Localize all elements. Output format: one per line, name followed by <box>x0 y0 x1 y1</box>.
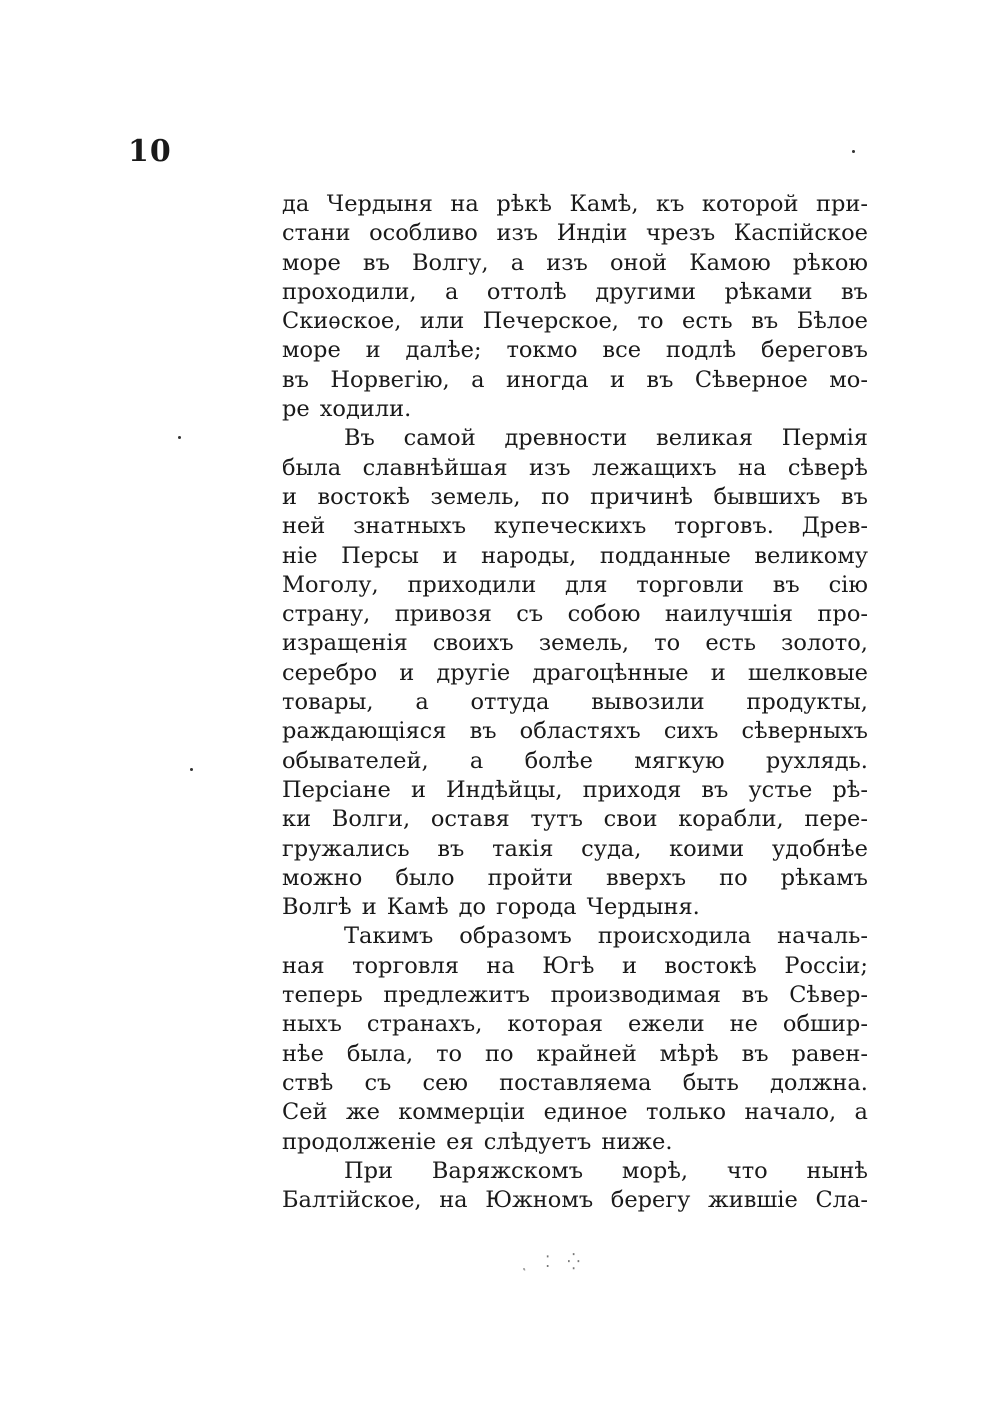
text-line <box>282 1128 868 1157</box>
word: происходила <box>597 923 752 950</box>
word: особливо <box>369 220 478 247</box>
text-line <box>282 629 868 658</box>
word: Югѣ <box>542 952 595 979</box>
word: и <box>410 776 426 803</box>
text-line <box>282 776 868 805</box>
word: была, <box>346 1040 414 1067</box>
word: болѣе <box>524 747 593 774</box>
word: изъ <box>496 220 539 247</box>
word: или <box>419 308 465 335</box>
word: только <box>645 1099 727 1126</box>
word: до <box>458 894 487 921</box>
word: въ <box>751 308 779 335</box>
text-line <box>282 424 868 453</box>
word: рѣкою <box>792 249 868 276</box>
word: проходили, <box>282 278 417 305</box>
word: по <box>541 483 570 510</box>
word: другіе <box>436 659 511 686</box>
word: знатныхъ <box>353 513 467 540</box>
word: на <box>486 952 515 979</box>
print-speck <box>852 150 855 153</box>
word: Пермія <box>781 425 868 452</box>
word: иногда <box>505 366 589 393</box>
text-line <box>282 249 868 278</box>
word: по <box>719 864 748 891</box>
word: Персіане <box>282 776 391 803</box>
text-line <box>282 571 868 600</box>
word: въ <box>282 366 309 393</box>
word: оттолѣ <box>486 278 567 305</box>
word: при- <box>816 191 868 217</box>
word: то <box>637 308 664 335</box>
word: ная <box>282 952 325 979</box>
word: Камѣ <box>386 894 449 921</box>
word: Скиѳское, <box>282 308 402 335</box>
word: нынѣ <box>806 1157 868 1184</box>
word: торговля <box>352 952 459 979</box>
word: земель, <box>538 630 629 657</box>
word: нѣе <box>282 1040 324 1067</box>
word: Чердыня. <box>586 894 700 921</box>
word: есть <box>682 308 733 335</box>
word: море <box>282 249 341 276</box>
page-number: 10 <box>128 134 172 169</box>
word: изращенія <box>282 630 408 657</box>
word: Балтійское, <box>282 1187 422 1214</box>
word: началь- <box>777 923 868 950</box>
word: въ <box>741 1040 769 1067</box>
word: жившіе <box>708 1187 798 1214</box>
body-text <box>282 190 868 1215</box>
word: подлѣ <box>665 337 737 364</box>
word: обывателей, <box>282 747 429 774</box>
word: берегу <box>610 1187 691 1214</box>
word: да <box>282 191 310 217</box>
word: областяхъ <box>519 718 641 745</box>
word: востокѣ <box>664 952 757 979</box>
word: Персы <box>341 542 419 569</box>
word: рѣками <box>724 278 813 305</box>
text-line <box>282 659 868 688</box>
text-line <box>282 1157 868 1186</box>
word: драгоцѣнные <box>532 659 689 686</box>
text-line <box>282 278 868 307</box>
text-line <box>282 307 868 336</box>
word: оной <box>609 249 668 276</box>
text-line <box>282 483 868 512</box>
word: а <box>471 366 485 393</box>
word: которой <box>701 191 799 217</box>
text-line <box>282 952 868 981</box>
word: изъ <box>546 249 588 276</box>
word: раждающіяся <box>282 718 447 745</box>
word: великая <box>656 425 753 452</box>
word: съ <box>516 601 544 628</box>
word: серебро <box>282 659 378 686</box>
text-line <box>282 395 868 424</box>
word: быть <box>682 1069 739 1096</box>
word: Въ <box>344 425 375 452</box>
word: рѣ- <box>832 776 868 803</box>
word: Камою <box>689 249 771 276</box>
word: Чердыня <box>326 191 433 217</box>
word: сѣверѣ <box>787 454 868 481</box>
word: а <box>469 747 484 774</box>
word: торговли <box>636 571 744 598</box>
word: Индѣйцы, <box>446 776 563 803</box>
word: Южномъ <box>485 1187 594 1214</box>
word: ніе <box>282 542 318 569</box>
word: ней <box>282 513 326 540</box>
word: море <box>282 337 341 364</box>
word: Россіи; <box>784 952 868 979</box>
text-line <box>282 219 868 248</box>
word: по <box>485 1040 514 1067</box>
word: Каспійское <box>733 220 868 247</box>
word: приходили <box>407 571 537 598</box>
text-line <box>282 1010 868 1039</box>
word: Сѣверное <box>694 366 808 393</box>
text-line <box>282 981 868 1010</box>
word: пере- <box>804 806 868 833</box>
print-speck <box>178 436 181 439</box>
word: которая <box>507 1011 603 1038</box>
word: славнѣйшая <box>362 454 508 481</box>
word: а <box>415 689 429 716</box>
word: Такимъ <box>344 923 434 950</box>
word: наилучшія <box>664 601 793 628</box>
word: теперь <box>282 982 363 1009</box>
text-line <box>282 893 868 922</box>
word: а <box>854 1099 868 1126</box>
word: на <box>738 454 767 481</box>
word: было <box>395 864 455 891</box>
word: на <box>450 191 479 217</box>
word: мо- <box>829 366 868 393</box>
word: ежели <box>627 1011 705 1038</box>
text-line <box>282 542 868 571</box>
text-line <box>282 747 868 776</box>
word: въ <box>772 571 800 598</box>
word: пройти <box>487 864 574 891</box>
word: Сей <box>282 1099 328 1126</box>
word: въ <box>841 483 868 510</box>
word: стани <box>282 220 351 247</box>
word: гружались <box>282 835 410 862</box>
word: и <box>399 659 415 686</box>
word: торговъ. <box>674 513 774 540</box>
word: Варяжскомъ <box>431 1157 584 1184</box>
word: рухлядь. <box>765 747 868 774</box>
word: другими <box>595 278 697 305</box>
word: предлежитъ <box>383 982 530 1009</box>
text-line <box>282 454 868 483</box>
word: странахъ, <box>366 1011 483 1038</box>
text-line <box>282 190 868 219</box>
word: причинѣ <box>590 483 693 510</box>
word: оттуда <box>470 689 550 716</box>
word: что <box>726 1157 768 1184</box>
text-line <box>282 864 868 893</box>
word: про- <box>817 601 868 628</box>
word: въ <box>646 366 674 393</box>
word: шелковые <box>747 659 868 686</box>
word: и <box>442 542 458 569</box>
word: вверхъ <box>606 864 687 891</box>
word: такія <box>492 835 554 862</box>
word: сихъ <box>663 718 719 745</box>
word: коими <box>669 835 745 862</box>
word: въ <box>469 718 497 745</box>
word: тутъ <box>530 806 583 833</box>
text-line <box>282 835 868 864</box>
word: Волгѣ <box>282 894 352 921</box>
word: Волгу, <box>412 249 489 276</box>
word: въ <box>362 249 390 276</box>
word: Бѣлое <box>796 308 868 335</box>
word: была <box>282 454 342 481</box>
word: золото, <box>781 630 868 657</box>
text-line <box>282 1186 868 1215</box>
word: въ <box>841 278 868 305</box>
word: обшир- <box>782 1011 868 1038</box>
word: сѣверныхъ <box>741 718 868 745</box>
word: далѣе; <box>405 337 482 364</box>
word: есть <box>705 630 756 657</box>
word: къ <box>656 191 685 217</box>
word: устье <box>748 776 813 803</box>
text-line <box>282 366 868 395</box>
word: Печерское, <box>482 308 619 335</box>
word: подданные <box>599 542 731 569</box>
word: а <box>444 278 459 305</box>
word: собою <box>567 601 641 628</box>
word: Индіи <box>556 220 628 247</box>
word: токмо <box>506 337 578 364</box>
word: равен- <box>791 1040 868 1067</box>
word: ки <box>282 806 312 833</box>
word: поставляема <box>499 1069 652 1096</box>
word: города <box>496 894 577 921</box>
word: и <box>282 483 297 510</box>
word: товары, <box>282 689 374 716</box>
text-line <box>282 600 868 629</box>
word: народы, <box>481 542 577 569</box>
word: Норвегію, <box>330 366 450 393</box>
text-line <box>282 336 868 365</box>
word: страну, <box>282 601 371 628</box>
word: своихъ <box>432 630 514 657</box>
word: мѣрѣ <box>659 1040 719 1067</box>
word: древности <box>504 425 628 452</box>
word: и <box>710 659 726 686</box>
text-line <box>282 1040 868 1069</box>
word: чрезъ <box>645 220 716 247</box>
word: можно <box>282 864 363 891</box>
word: въ <box>741 982 769 1009</box>
word: и <box>621 952 637 979</box>
word: и <box>365 337 381 364</box>
word: коммерціи <box>398 1099 526 1126</box>
word: При <box>344 1157 394 1184</box>
word: въ <box>437 835 465 862</box>
word: начало, <box>744 1099 837 1126</box>
word: купеческихъ <box>493 513 647 540</box>
word: самой <box>403 425 476 452</box>
word: образомъ <box>459 923 572 950</box>
word: вывозили <box>591 689 705 716</box>
word: Сѣвер- <box>789 982 868 1009</box>
word: продолженіе <box>282 1128 437 1155</box>
word: лежащихъ <box>592 454 717 481</box>
word: изъ <box>529 454 571 481</box>
word: съ <box>364 1069 392 1096</box>
text-line <box>282 688 868 717</box>
word: ныхъ <box>282 1011 342 1038</box>
word: мягкую <box>634 747 725 774</box>
word: суда, <box>581 835 642 862</box>
word: востокѣ <box>317 483 410 510</box>
word: приходя <box>582 776 682 803</box>
word: на <box>439 1187 468 1214</box>
word: не <box>729 1011 758 1038</box>
word: въ <box>701 776 729 803</box>
word: ходили. <box>319 396 412 423</box>
word: ре <box>282 396 310 423</box>
word: корабли, <box>678 806 784 833</box>
word: рѣкѣ <box>496 191 552 217</box>
word: великому <box>754 542 868 569</box>
word: морѣ, <box>621 1157 689 1184</box>
word: береговъ <box>761 337 868 364</box>
print-speck <box>190 768 193 771</box>
word: все <box>602 337 642 364</box>
page-bottom-marks: ͺ ⁚ ⁛ <box>520 1252 587 1271</box>
word: Камѣ, <box>569 191 639 217</box>
word: удобнѣе <box>771 835 868 862</box>
word: слѣдуетъ <box>483 1128 592 1155</box>
word: единое <box>543 1099 628 1126</box>
word: производимая <box>550 982 721 1009</box>
word: должна. <box>770 1069 868 1096</box>
word: а <box>510 249 525 276</box>
word: земель, <box>430 483 521 510</box>
text-line <box>282 717 868 746</box>
word: привозя <box>394 601 492 628</box>
word: то <box>654 630 681 657</box>
word: то <box>436 1040 463 1067</box>
word: сію <box>828 571 868 598</box>
word: крайней <box>536 1040 637 1067</box>
word: и <box>609 366 625 393</box>
word: сею <box>422 1069 469 1096</box>
word: Волги, <box>331 806 411 833</box>
word: Сла- <box>815 1187 868 1214</box>
word: для <box>565 571 608 598</box>
word: Древ- <box>801 513 868 540</box>
word: ниже. <box>601 1128 673 1155</box>
word: и <box>361 894 377 921</box>
word: ствѣ <box>282 1069 334 1096</box>
word: свои <box>603 806 658 833</box>
text-line <box>282 922 868 951</box>
text-line <box>282 805 868 834</box>
word: рѣкамъ <box>780 864 868 891</box>
word: ея <box>446 1128 474 1155</box>
word: же <box>345 1099 380 1126</box>
word: бывшихъ <box>713 483 821 510</box>
text-line <box>282 1098 868 1127</box>
word: Моголу, <box>282 571 379 598</box>
text-line <box>282 1069 868 1098</box>
text-line <box>282 512 868 541</box>
word: продукты, <box>746 689 868 716</box>
word: оставя <box>430 806 510 833</box>
